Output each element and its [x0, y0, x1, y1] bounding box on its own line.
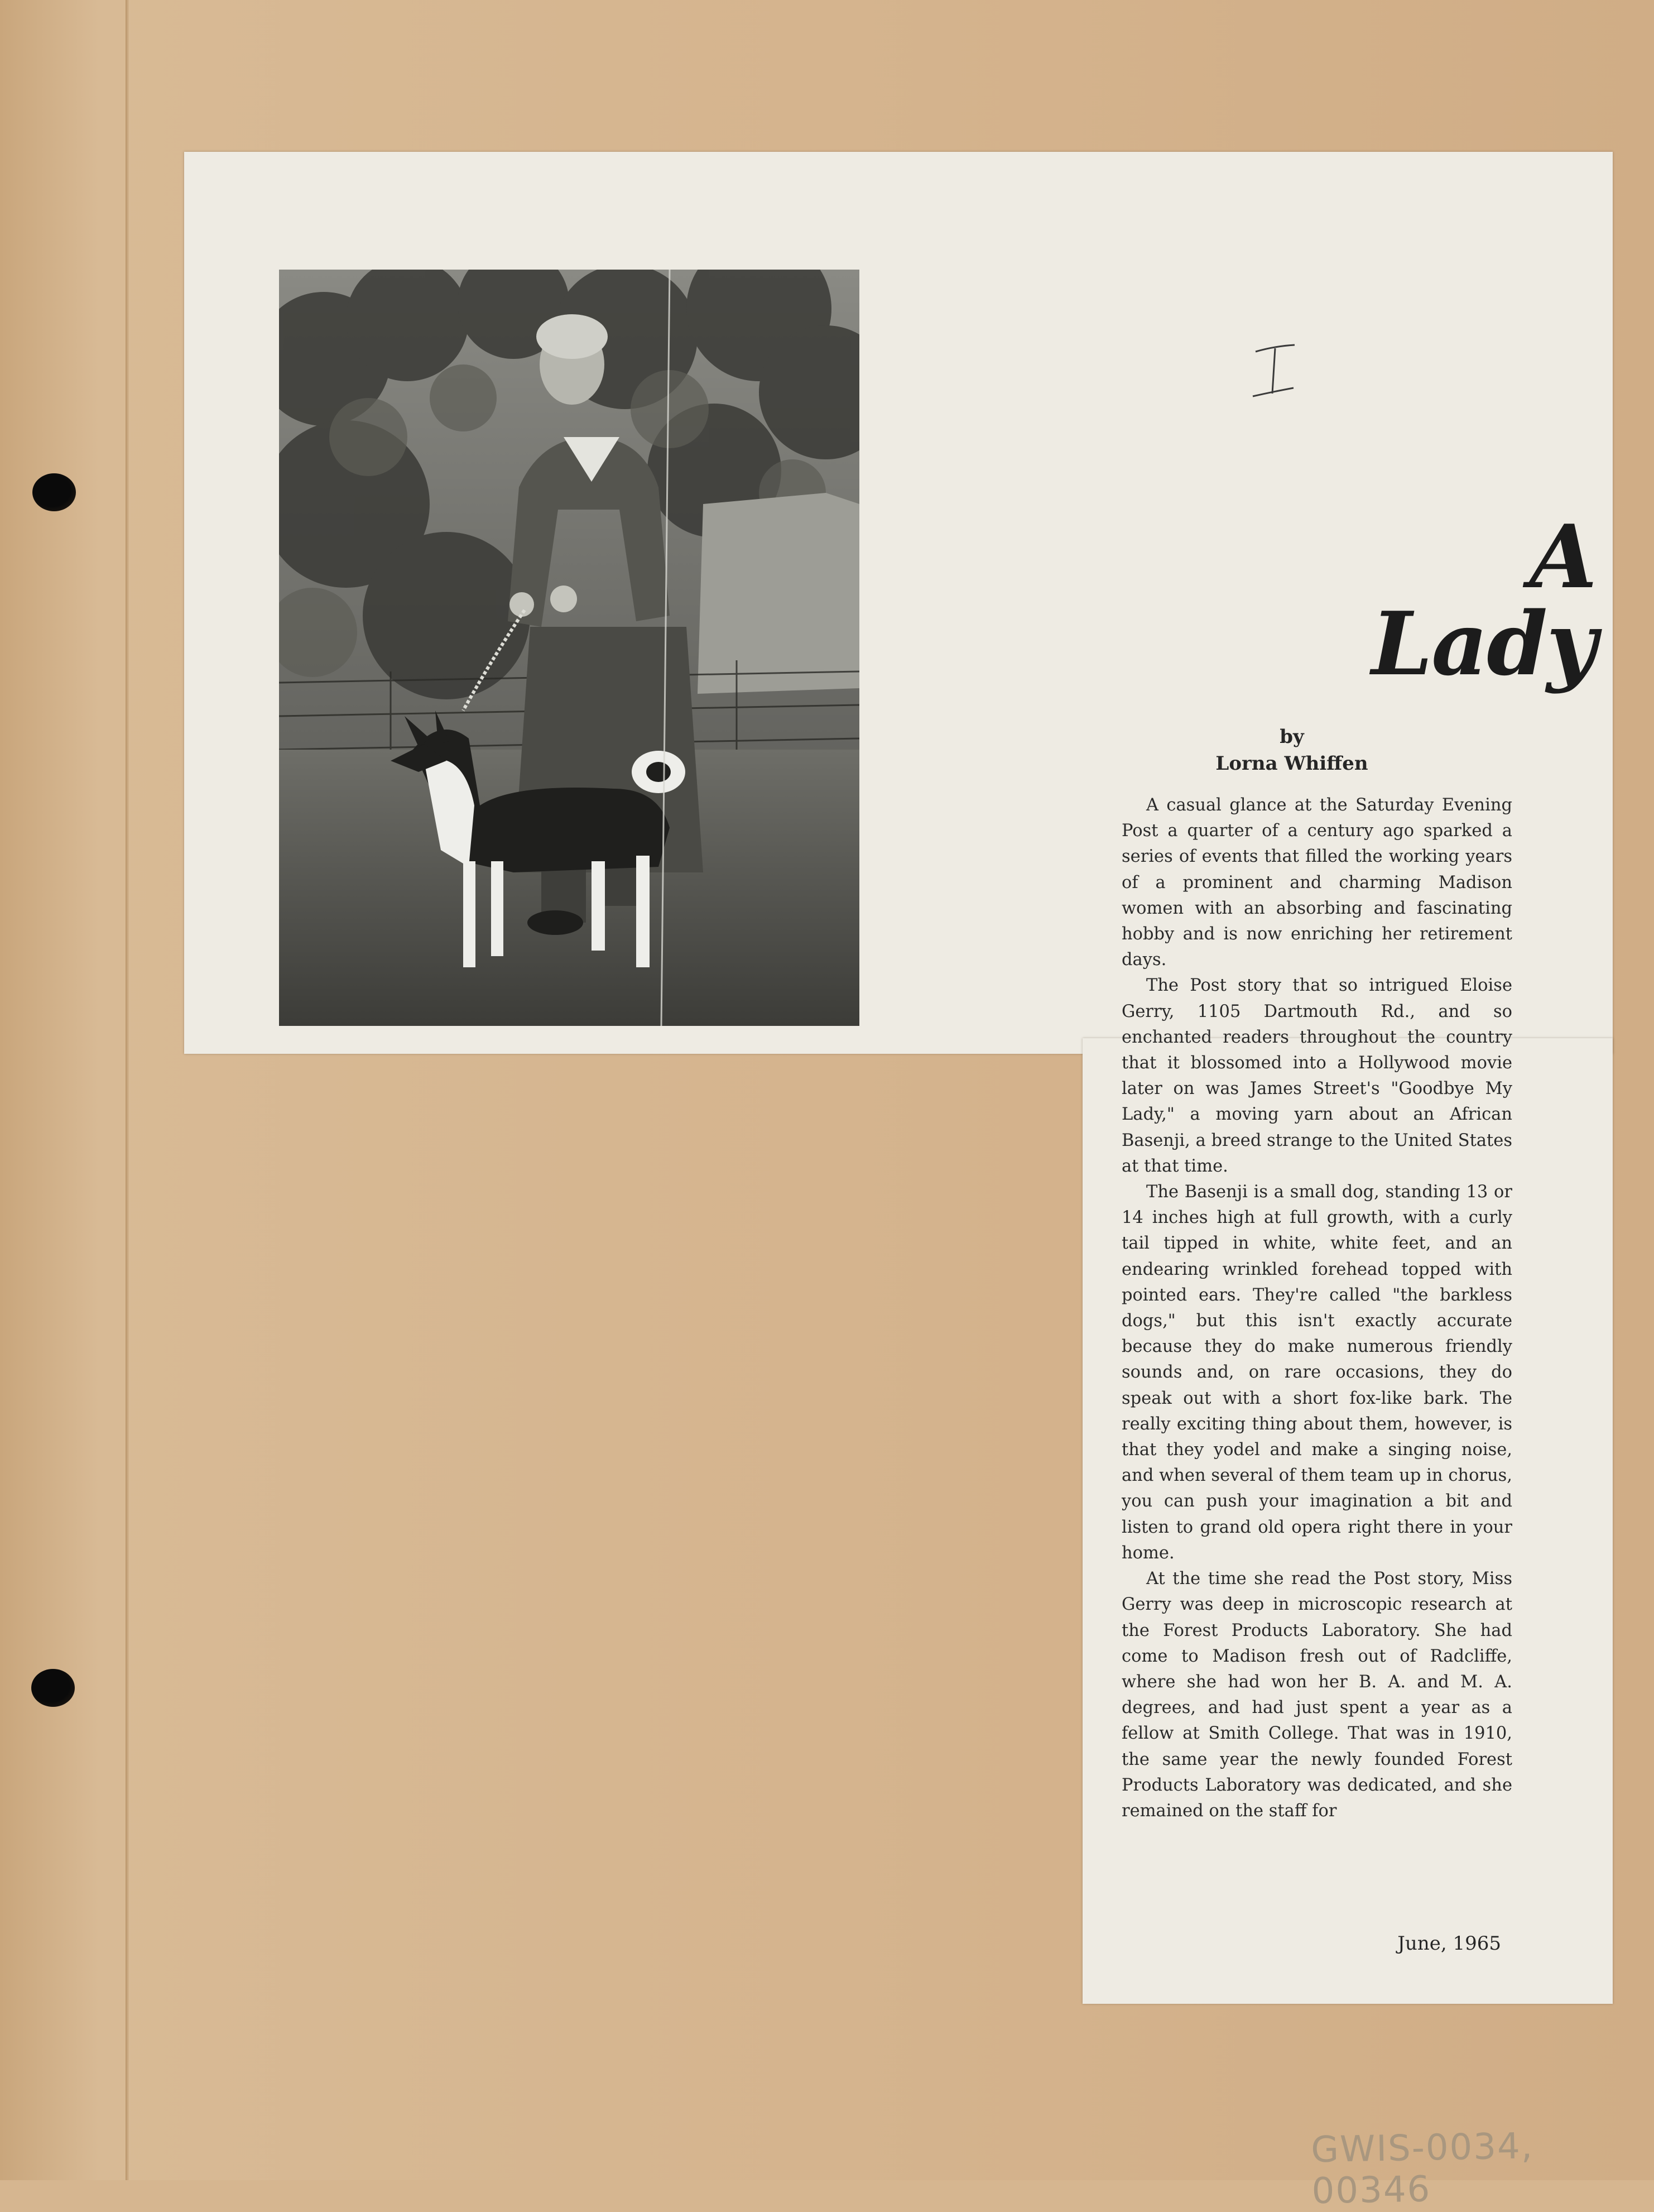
- article-title: A Lady: [1371, 506, 1596, 695]
- binder-hole-bottom: [31, 1669, 75, 1707]
- page-fold: [126, 0, 130, 2180]
- article-paragraph: A casual glance at the Saturday Evening Post a quarter of a century ago sparked a series of events that filled the working years of a prominent and charming Madison women with an absorbing and fascinating hobby and is now enriching her retirement days.: [1122, 795, 1512, 970]
- binder-hole-top: [32, 473, 76, 511]
- byline: [1122, 723, 1462, 777]
- byline-by: by: [1280, 726, 1304, 748]
- handwritten-page-mark: [1250, 340, 1300, 407]
- byline-author: Lorna Whiffen: [1215, 752, 1368, 775]
- article-body: [1122, 793, 1512, 1824]
- article-photo: [279, 270, 859, 1026]
- article-paragraph: At the time she read the Post story, Miss Gerry was deep in microscopic research at the Forest Products Laboratory. She had come to Madison fresh out of Radcliffe, where she had won her B. A. and M. A. degrees, and had just spent a year as a fellow at Smith College. That was in 1910, the same year the newly founded Forest Products Laboratory was dedicated, and she remained on the staff for: [1122, 1569, 1512, 1821]
- article-paragraph: The Basenji is a small dog, standing 13 or 14 inches high at full growth, with a curly tail tipped in white, white feet, and an endearing wrinkled forehead topped with pointed ears. They're called "the barkless dogs," but this isn't exactly accurate because they do make numerous friendly sounds and, on rare occasions, they do speak out with a short fox-like bark. The really exciting thing about them, however, is that they yodel and make a singing noise, and when several of them team up in chorus, you can push your imagination a bit and listen to grand old opera right there in your home.: [1122, 1182, 1512, 1563]
- catalog-number: GWIS-0034, 00346: [1310, 2125, 1534, 2212]
- article-paragraph: The Post story that so intrigued Eloise Gerry, 1105 Dartmouth Rd., and so enchanted readers throughout the country that it blossomed into a Hollywood movie later on was James Street's "Goodbye My Lady," a moving yarn about an African Basenji, a breed strange to the United States at that time.: [1122, 976, 1512, 1176]
- article-date: June, 1965: [1397, 1932, 1501, 1955]
